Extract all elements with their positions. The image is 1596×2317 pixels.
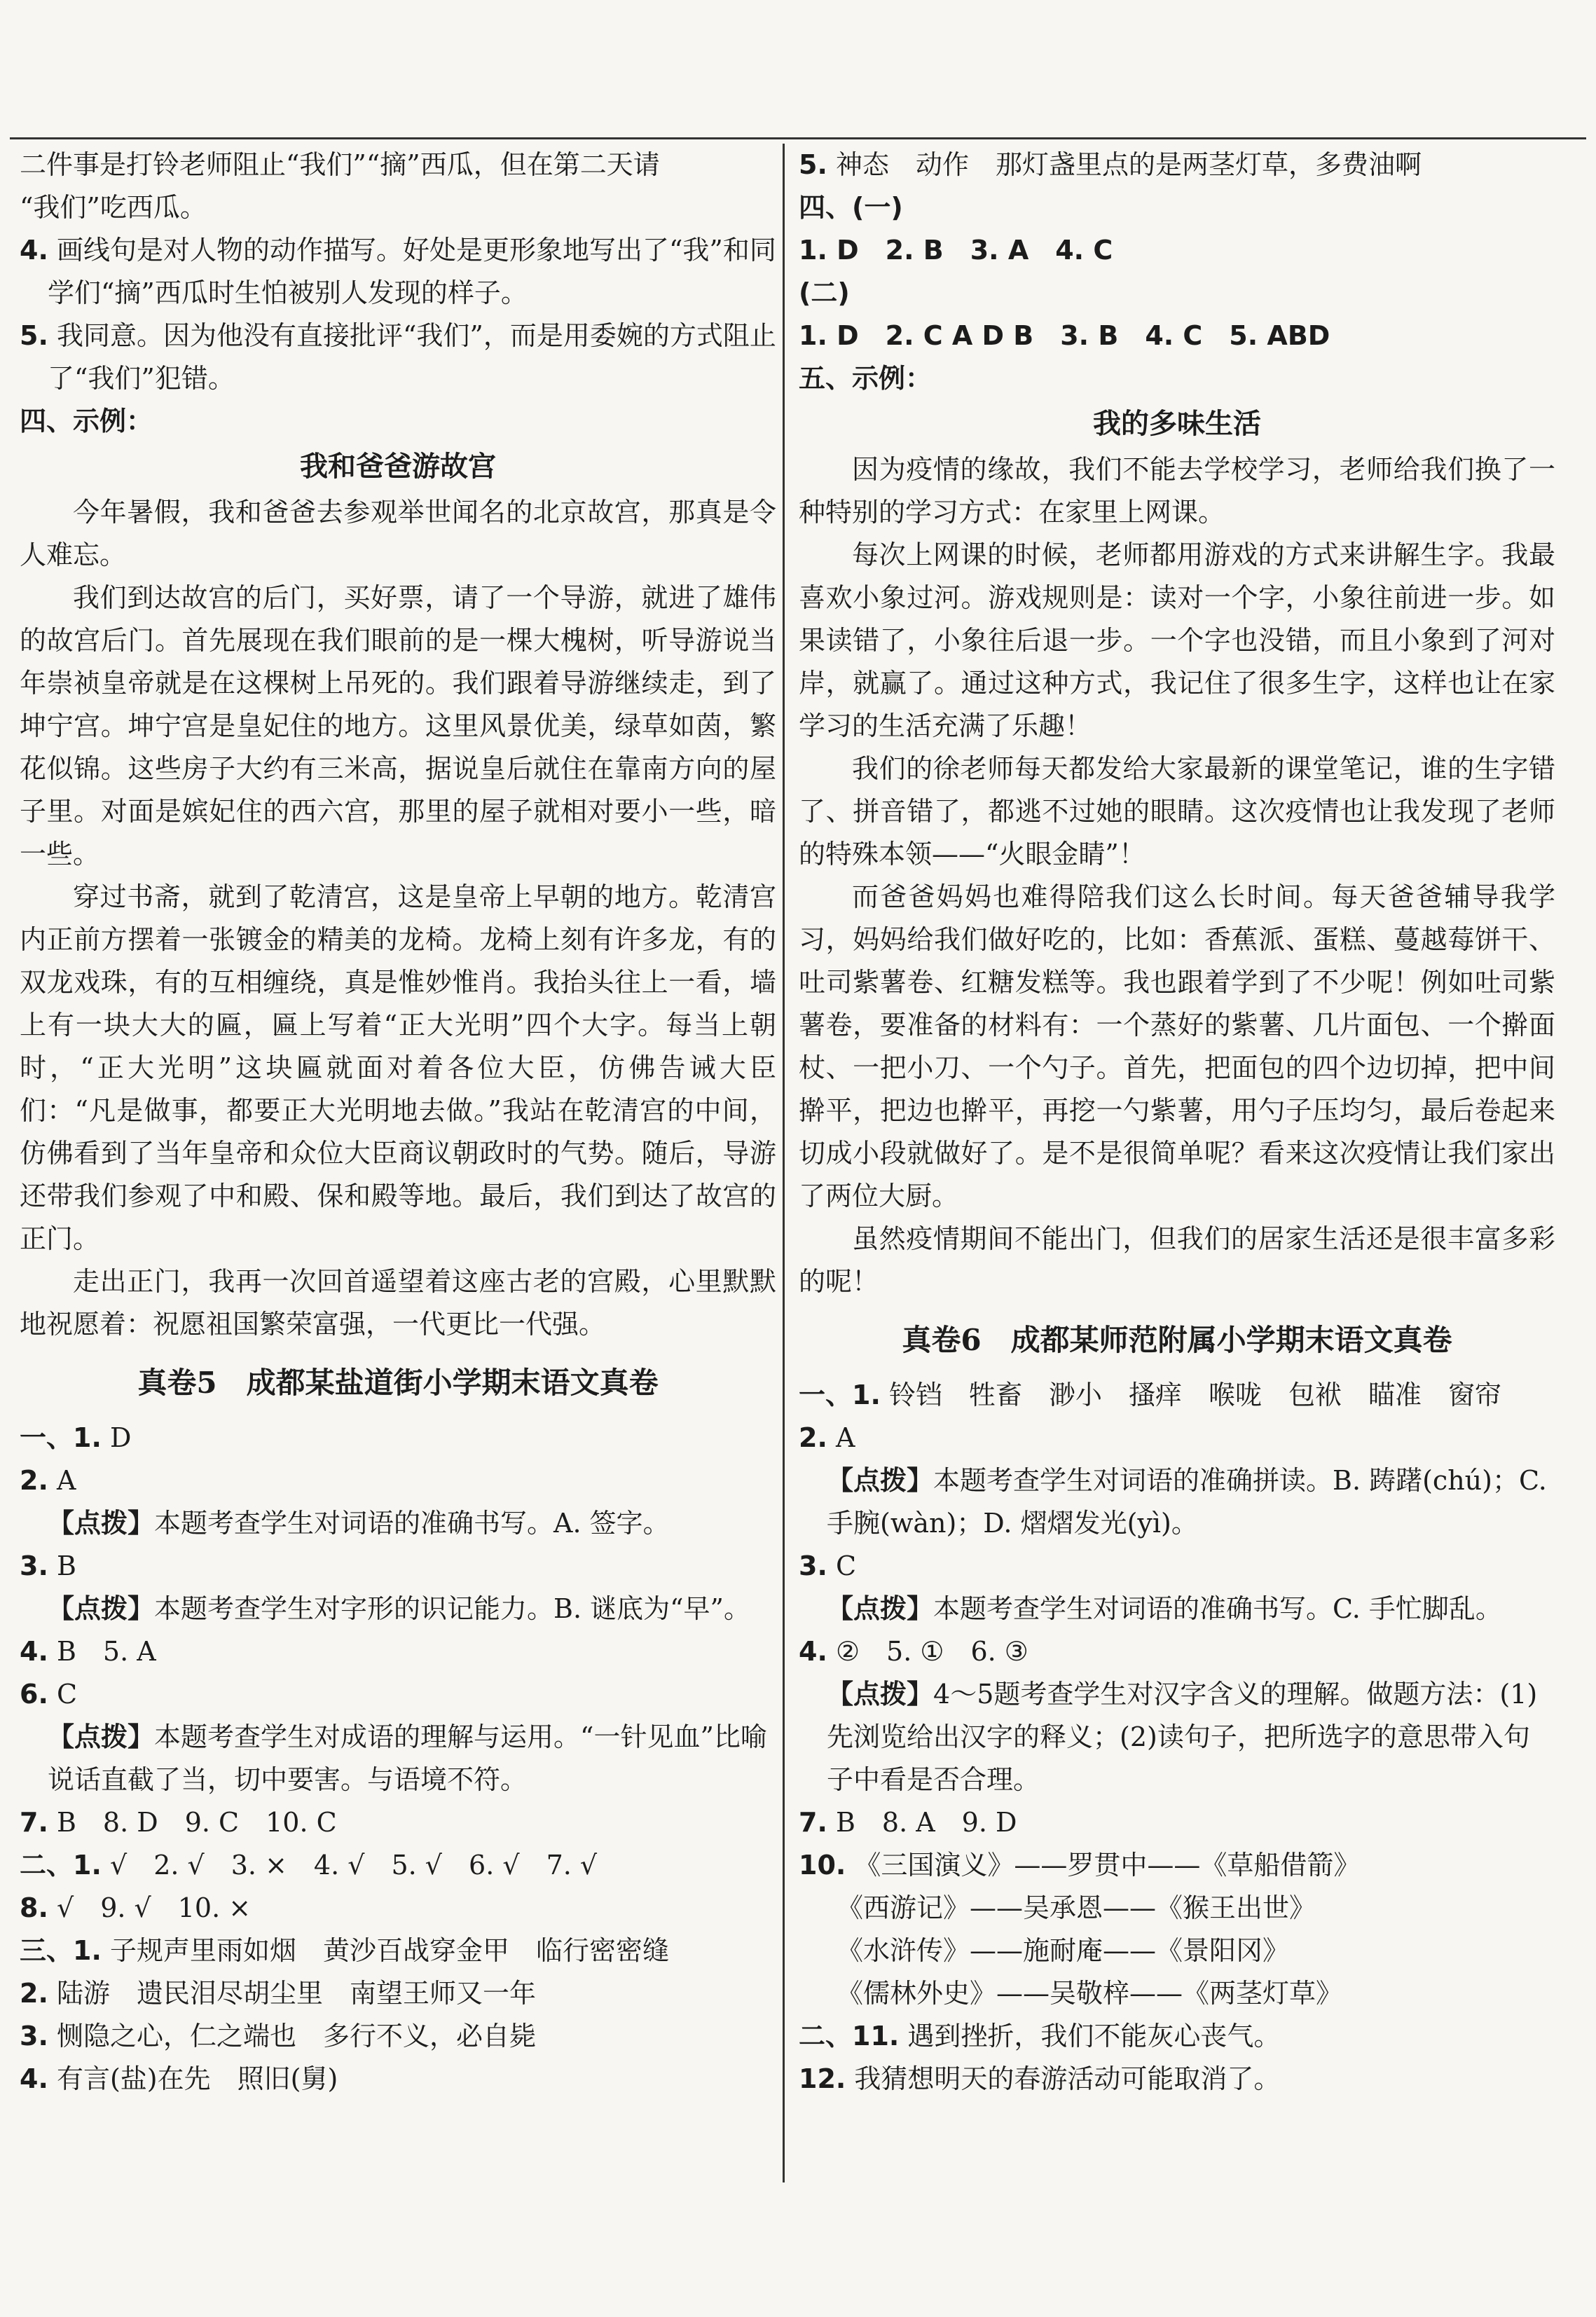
question-number: 7. (20, 1807, 48, 1838)
question-number: 5. (20, 320, 48, 351)
question-number: 2. (799, 1422, 827, 1453)
answer-item (20, 1801, 776, 1844)
question-number: 3. (20, 2021, 48, 2051)
answer-text: 有言(盐)在先 照旧(舅) (56, 2063, 338, 2094)
question-number: 3. (20, 1551, 48, 1581)
answer-list (799, 1417, 1555, 2101)
tip-item (799, 1673, 1555, 1801)
answer-item (799, 1545, 1555, 1588)
essay-paragraph: 穿过书斋，就到了乾清宫，这是皇帝上早朝的地方。乾清宫内正前方摆着一张镀金的精美的龙椅。龙椅上刻有许多龙，有的双龙戏珠，有的互相缠绕，真是惟妙惟肖。我抬头往上一看，墙上有一块大大的匾，匾上写着“正大光明”四个大字。每当上朝时，“正大光明”这块匾就面对着各位大臣，仿佛告诫大臣们：“凡是做事，都要正大光明地去做。”我站在乾清宫的中间，仿佛看到了当年皇帝和众位大臣商议朝政时的气势。随后，导游还带我们参观了中和殿、保和殿等地。最后，我们到达了故宫的正门。 (20, 881, 776, 1254)
answer-item (799, 2015, 1555, 2058)
question-number: 6. (20, 1679, 48, 1710)
answer-item (20, 1417, 776, 1459)
answer-text: B 5. A (56, 1636, 156, 1667)
answer-item (799, 1972, 1555, 2015)
question-number: 2. (20, 1465, 48, 1496)
answer-item (20, 1972, 776, 2015)
question-number: 一、1. (799, 1380, 881, 1410)
essay-title: 我的多味生活 (1093, 408, 1261, 440)
exam-title: 真卷6 成都某师范附属小学期末语文真卷 (902, 1323, 1452, 1357)
answer-row: 1. D 2. C A D B 3. B 4. C 5. ABD (799, 320, 1330, 351)
answer-item (20, 229, 776, 315)
answer-item (20, 1673, 776, 1716)
answer-text: 恻隐之心，仁之端也 多行不义，必自毙 (56, 2021, 536, 2051)
tip-text: 本题考查学生对词语的准确书写。A. 签字。 (154, 1508, 670, 1539)
essay-paragraph: 因为疫情的缘故，我们不能去学校学习，老师给我们换了一种特别的学习方式：在家里上网课。 (799, 454, 1555, 528)
answer-text: 《西游记》——吴承恩——《猴王出世》 (837, 1892, 1316, 1923)
answer-item (20, 2015, 776, 2058)
answer-text: 《三国演义》——罗贯中——《草船借箭》 (854, 1850, 1361, 1881)
tip-label: 【点拨】 (48, 1721, 155, 1752)
question-number: 5. (799, 149, 827, 180)
essay-paragraph: 走出正门，我再一次回首遥望着这座古老的宫殿，心里默默地祝愿着：祝愿祖国繁荣富强，一代更比一代强。 (20, 1266, 776, 1340)
essay-paragraph: 虽然疫情期间不能出门，但我们的居家生活还是很丰富多彩的呢！ (799, 1223, 1555, 1297)
tip-item (799, 1588, 1555, 1630)
answer-text: B 8. A 9. D (835, 1807, 1017, 1838)
answer-text: C (56, 1679, 78, 1710)
answer-item (799, 1630, 1555, 1673)
answer-item (799, 1930, 1555, 1972)
answer-text: 画线句是对人物的动作描写。好处是更形象地写出了“我”和同学们“摘”西瓜时生怕被别人发现的样子。 (48, 235, 776, 308)
question-number: 8. (20, 1892, 48, 1923)
tip-item (799, 1459, 1555, 1545)
question-number: 10. (799, 1850, 846, 1881)
answer-item (20, 1887, 776, 1930)
answer-text: 陆游 遗民泪尽胡尘里 南望王师又一年 (56, 1978, 536, 2009)
section-label: 四、(一) (799, 192, 903, 223)
answer-text: √ 2. √ 3. × 4. √ 5. √ 6. √ 7. √ (109, 1850, 598, 1881)
answer-text: 我同意。因为他没有直接批评“我们”，而是用委婉的方式阻止了“我们”犯错。 (48, 320, 776, 394)
answer-item (20, 2058, 776, 2101)
question-number: 三、1. (20, 1935, 102, 1966)
essay-paragraph: 今年暑假，我和爸爸去参观举世闻名的北京故宫，那真是令人难忘。 (20, 497, 776, 570)
answer-item (799, 1374, 1555, 1417)
answer-text: B 8. D 9. C 10. C (56, 1807, 337, 1838)
answer-text: 铃铛 牲畜 渺小 搔痒 喉咙 包袱 瞄准 窗帘 (888, 1380, 1501, 1410)
essay-paragraph: 我们到达故宫的后门，买好票，请了一个导游，就进了雄伟的故宫后门。首先展现在我们眼前的是一棵大槐树，听导游说当年崇祯皇帝就是在这棵树上吊死的。我们跟着导游继续走，到了坤宁宫。坤宁宫是皇妃住的地方。这里风景优美，绿草如茵，繁花似锦。这些房子大约有三米高，据说皇后就住在靠南方向的屋子里。对面是嫔妃住的西六宫，那里的屋子就相对要小一些，暗一些。 (20, 582, 776, 869)
tip-label: 【点拨】 (48, 1593, 155, 1624)
answer-text: B (56, 1551, 76, 1581)
section-label: (二) (799, 277, 850, 308)
answer-item (20, 315, 776, 400)
answer-text: ② 5. ① 6. ③ (835, 1636, 1029, 1667)
top-rule (10, 137, 1586, 139)
tip-text: 本题考查学生对字形的识记能力。B. 谜底为“早”。 (154, 1593, 750, 1624)
question-number: 二、1. (20, 1850, 102, 1881)
answer-text: A (56, 1465, 76, 1496)
essay-title: 我和爸爸游故宫 (300, 451, 496, 483)
answer-text: D (109, 1422, 132, 1453)
answer-item (799, 1887, 1555, 1930)
right-column (799, 144, 1555, 2101)
essay-paragraph: 而爸爸妈妈也难得陪我们这么长时间。每天爸爸辅导我学习，妈妈给我们做好吃的，比如：香蕉派、蛋糕、蔓越莓饼干、吐司紫薯卷、红糖发糕等。我也跟着学到了不少呢！例如吐司紫薯卷，要准备的材料有：一个蒸好的紫薯、几片面包、一个擀面杖、一把小刀、一个勺子。首先，把面包的四个边切掉，把中间擀平，把边也擀平，再挖一勺紫薯，用勺子压均匀，最后卷起来切成小段就做好了。是不是很简单呢？看来这次疫情让我们家出了两位大厨。 (799, 881, 1555, 1211)
text-line: “我们”吃西瓜。 (20, 192, 207, 223)
tip-text: 4～5题考查学生对汉字含义的理解。做题方法：(1)先浏览给出汉字的释义；(2)读句子，把所选字的意思带入句子中看是否合理。 (827, 1679, 1538, 1795)
question-number: 7. (799, 1807, 827, 1838)
answer-item (20, 1459, 776, 1502)
essay-paragraph: 我们的徐老师每天都发给大家最新的课堂笔记，谁的生字错了、拼音错了，都逃不过她的眼睛。这次疫情也让我发现了老师的特殊本领——“火眼金睛”！ (799, 753, 1555, 869)
text-line: 二件事是打铃老师阻止“我们”“摘”西瓜，但在第二天请 (20, 149, 660, 180)
left-column (20, 144, 776, 2101)
question-number: 4. (20, 2063, 48, 2094)
question-number: 12. (799, 2063, 846, 2094)
answer-item (20, 1630, 776, 1673)
answer-item (799, 144, 1555, 186)
answer-item (20, 1930, 776, 1972)
answer-item (799, 1417, 1555, 1459)
answer-item (20, 1545, 776, 1588)
tip-item (20, 1588, 776, 1630)
question-number: 2. (20, 1978, 48, 2009)
answer-text: 《水浒传》——施耐庵——《景阳冈》 (837, 1935, 1290, 1966)
tip-text: 本题考查学生对词语的准确书写。C. 手忙脚乱。 (933, 1593, 1502, 1624)
answer-row: 1. D 2. B 3. A 4. C (799, 235, 1113, 266)
answer-text: 子规声里雨如烟 黄沙百战穿金甲 临行密密缝 (109, 1935, 669, 1966)
answer-text: A (835, 1422, 855, 1453)
answer-item (20, 1844, 776, 1887)
tip-text: 本题考查学生对词语的准确拼读。B. 踌躇(chú)；C. 手腕(wàn)；D. 熠熠发光(yì)。 (827, 1465, 1547, 1539)
answer-text: 《儒林外史》——吴敬梓——《两茎灯草》 (837, 1978, 1343, 2009)
question-number: 3. (799, 1551, 827, 1581)
tip-item (20, 1502, 776, 1545)
essay-paragraph: 每次上网课的时候，老师都用游戏的方式来讲解生字。我最喜欢小象过河。游戏规则是：读对一个字，小象往前进一步。如果读错了，小象往后退一步。一个字也没错，而且小象到了河对岸，就赢了。通过这种方式，我记住了很多生字，这样也让在家学习的生活充满了乐趣！ (799, 539, 1555, 741)
section-label: 五、示例： (799, 363, 933, 394)
answer-text: 遇到挫折，我们不能灰心丧气。 (907, 2021, 1281, 2051)
tip-item (20, 1716, 776, 1801)
question-number: 一、1. (20, 1422, 102, 1453)
tip-label: 【点拨】 (48, 1508, 155, 1539)
tip-label: 【点拨】 (827, 1465, 934, 1496)
question-number: 4. (799, 1636, 827, 1667)
question-number: 4. (20, 235, 48, 266)
question-number: 4. (20, 1636, 48, 1667)
exam-title: 真卷5 成都某盐道街小学期末语文真卷 (137, 1366, 659, 1400)
answer-text: 神态 动作 那灯盏里点的是两茎灯草，多费油啊 (835, 149, 1422, 180)
column-divider (783, 144, 785, 2182)
answer-item (799, 1844, 1555, 1887)
answer-text: √ 9. √ 10. × (56, 1892, 252, 1923)
answer-item (799, 1801, 1555, 1844)
section-label: 四、示例： (20, 406, 153, 436)
answer-text: C (835, 1551, 857, 1581)
answer-text: 我猜想明天的春游活动可能取消了。 (854, 2063, 1281, 2094)
question-number: 二、11. (799, 2021, 900, 2051)
answer-item (799, 2058, 1555, 2101)
tip-text: 本题考查学生对成语的理解与运用。“一针见血”比喻说话直截了当，切中要害。与语境不符。 (48, 1721, 767, 1795)
tip-label: 【点拨】 (827, 1593, 934, 1624)
answer-list (20, 1417, 776, 2101)
tip-label: 【点拨】 (827, 1679, 934, 1710)
